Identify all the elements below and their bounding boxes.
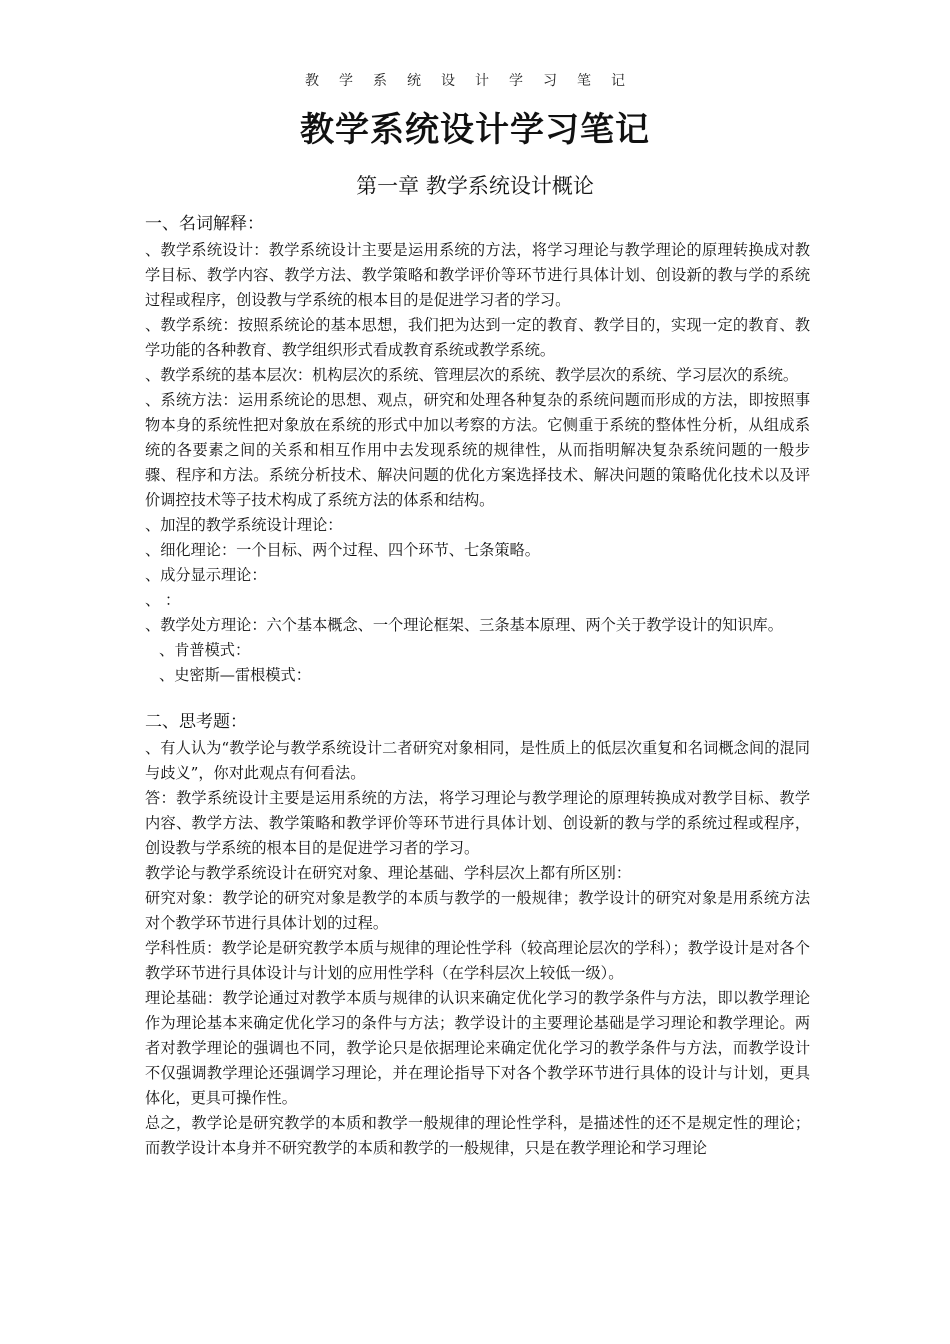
term-paragraph: 、教学处方理论：六个基本概念、一个理论框架、三条基本原理、两个关于教学设计的知识库。 (145, 616, 783, 634)
chapter-title: 第一章 教学系统设计概论 (356, 174, 594, 198)
question-paragraph: 、有人认为“教学论与教学系统设计二者研究对象相同，是性质上的低层次重复和名词概念间的混同与歧义”，你对此观点有何看法。 (145, 739, 810, 782)
term-paragraph: 、教学系统：按照系统论的基本思想，我们把为达到一定的教育、教学目的，实现一定的教育、教学功能的各种教育、教学组织形式看成教育系统或教学系统。 (145, 316, 810, 359)
answer-paragraph: 答：教学系统设计主要是运用系统的方法，将学习理论与教学理论的原理转换成对教学目标、教学内容、教学方法、教学策略和教学评价等环节进行具体计划、创设新的教与学的系统过程或程序，创设教与学系统的根本目的是促进学习者的学习。 (145, 789, 810, 857)
term-paragraph: 、肯普模式： (159, 641, 251, 659)
term-paragraph: 、教学系统的基本层次：机构层次的系统、管理层次的系统、教学层次的系统、学习层次的系统。 (145, 366, 799, 384)
term-paragraph: 、史密斯—雷根模式： (159, 666, 311, 684)
answer-paragraph: 学科性质：教学论是研究教学本质与规律的理论性学科（较高理论层次的学科）；教学设计是对各个教学环节进行具体设计与计划的应用性学科（在学科层次上较低一级）。 (145, 939, 810, 982)
term-paragraph: 、细化理论：一个目标、两个过程、四个环节、七条策略。 (145, 541, 540, 559)
document-body (145, 210, 810, 1161)
term-paragraph: 、加涅的教学系统设计理论： (145, 516, 343, 534)
answer-paragraph: 教学论与教学系统设计在研究对象、理论基础、学科层次上都有所区别： (145, 864, 631, 882)
term-paragraph: 、 ： (145, 591, 181, 609)
document-title: 教学系统设计学习笔记 (300, 110, 650, 150)
term-paragraph: 、成分显示理论： (145, 566, 267, 584)
answer-paragraph: 研究对象：教学论的研究对象是教学的本质与教学的一般规律；教学设计的研究对象是用系统方法对个教学环节进行具体计划的过程。 (145, 889, 810, 932)
term-paragraph: 、教学系统设计：教学系统设计主要是运用系统的方法，将学习理论与教学理论的原理转换成对教学目标、教学内容、教学方法、教学策略和教学评价等环节进行具体计划、创设新的教与学的系统过程或程序，创设教与学系统的根本目的是促进学习者的学习。 (145, 241, 810, 309)
answer-paragraph: 理论基础：教学论通过对教学本质与规律的认识来确定优化学习的教学条件与方法，即以教学理论作为理论基本来确定优化学习的条件与方法；教学设计的主要理论基础是学习理论和教学理论。两者对教学理论的强调也不同，教学论只是依据理论来确定优化学习的教学条件与方法，而教学设计不仅强调教学理论还强调学习理论，并在理论指导下对各个教学环节进行具体的设计与计划，更具体化，更具可操作性。 (145, 989, 810, 1107)
section-heading-terms: 一、名词解释： (145, 214, 264, 234)
section-heading-questions: 二、思考题： (145, 712, 247, 732)
running-header: 教学系统设计学习笔记 (305, 73, 645, 89)
term-paragraph: 、系统方法：运用系统论的思想、观点，研究和处理各种复杂的系统问题而形成的方法，即按照事物本身的系统性把对象放在系统的形式中加以考察的方法。它侧重于系统的整体性分析，从组成系统的各要素之间的关系和相互作用中去发现系统的规律性，从而指明解决复杂系统问题的一般步骤、程序和方法。系统分析技术、解决问题的优化方案选择技术、解决问题的策略优化技术以及评价调控技术等子技术构成了系统方法的体系和结构。 (145, 391, 810, 509)
answer-paragraph: 总之，教学论是研究教学的本质和教学一般规律的理论性学科，是描述性的还不是规定性的理论；而教学设计本身并不研究教学的本质和教学的一般规律，只是在教学理论和学习理论 (145, 1114, 810, 1157)
